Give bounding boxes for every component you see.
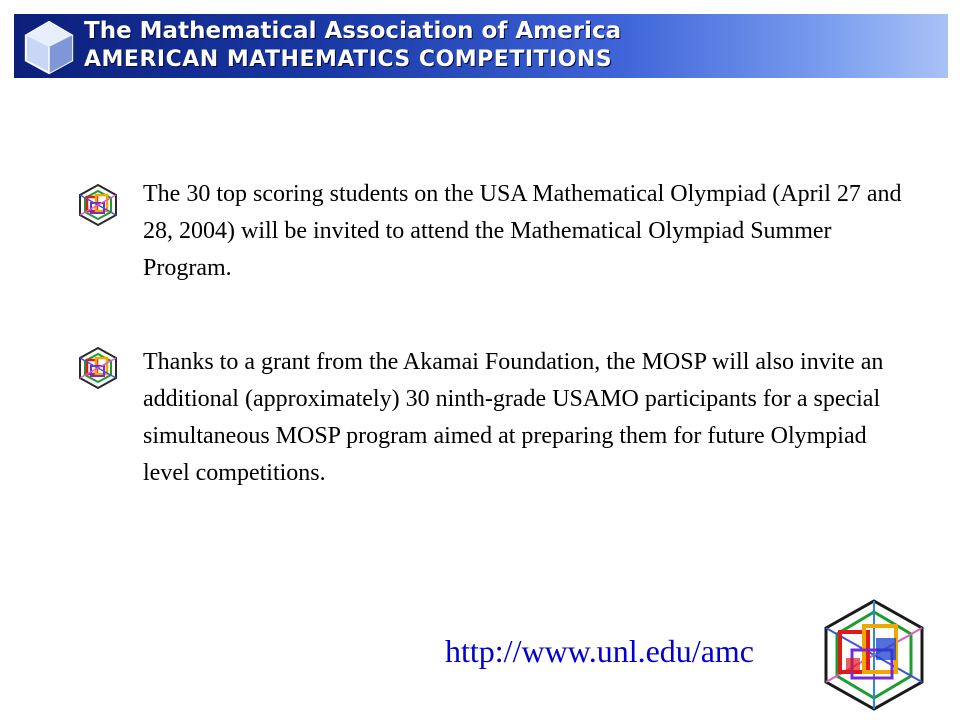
bullet-text-akamai-grant: Thanks to a grant from the Akamai Foundation, the MOSP will also invite an additional (approximately) 30 ninth-grade USAMO participants for a special simultaneous MOSP program aimed at preparing them for future Olympiad level competitions. <box>143 349 884 486</box>
maa-logo-icon <box>20 18 78 76</box>
header-title-amc: AMERICAN MATHEMATICS COMPETITIONS <box>84 47 613 72</box>
amc-url-link[interactable]: http://www.unl.edu/amc <box>445 633 754 669</box>
header-title-maa: The Mathematical Association of America <box>84 18 622 44</box>
amc-polyhedron-logo-icon <box>814 598 934 712</box>
header-banner <box>14 14 948 78</box>
polyhedron-icon <box>76 183 120 227</box>
bullet-text-mosp-invitation: The 30 top scoring students on the USA Mathematical Olympiad (April 27 and 28, 2004) will be invited to attend the Mathematical Olympiad Summer Program. <box>143 181 902 281</box>
polyhedron-icon <box>76 346 120 390</box>
